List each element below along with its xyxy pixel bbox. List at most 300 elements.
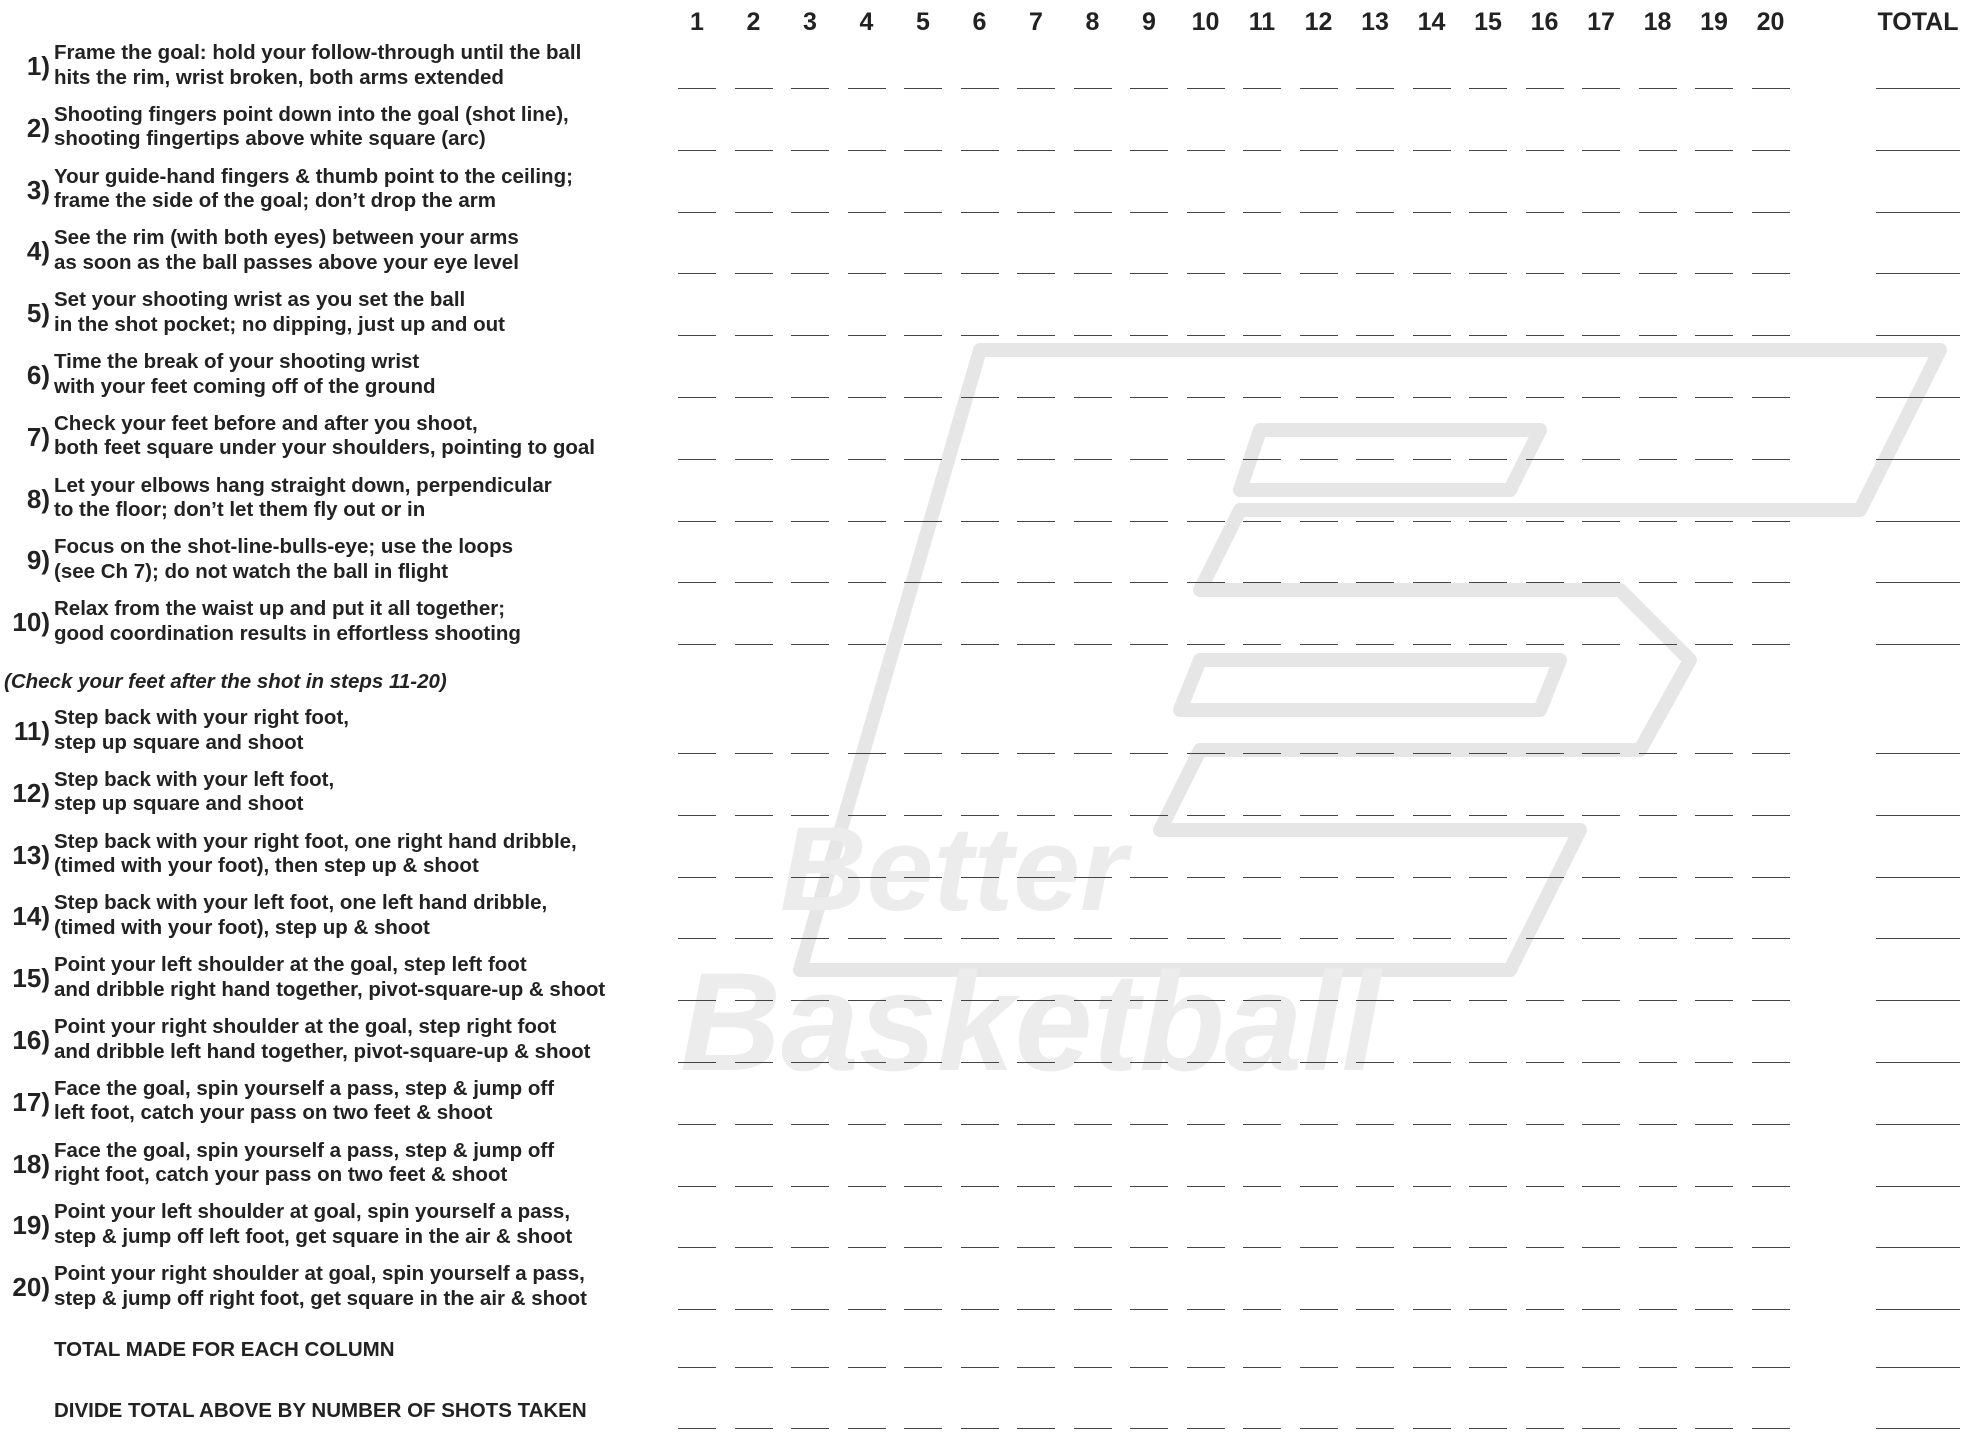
- step-5-total-blank[interactable]: [1876, 335, 1960, 336]
- step-3-blank-4[interactable]: [848, 212, 886, 213]
- step-2-blank-6[interactable]: [961, 150, 999, 151]
- step-10-blank-10[interactable]: [1187, 644, 1225, 645]
- step-15-blank-19[interactable]: [1695, 1000, 1733, 1001]
- step-2-blank-5[interactable]: [904, 150, 942, 151]
- step-1-blank-1[interactable]: [678, 88, 716, 89]
- step-15-blank-7[interactable]: [1017, 1000, 1055, 1001]
- step-12-blank-1[interactable]: [678, 815, 716, 816]
- step-6-blank-15[interactable]: [1469, 397, 1507, 398]
- total-made-blank-16[interactable]: [1526, 1367, 1564, 1368]
- step-11-blank-11[interactable]: [1243, 753, 1281, 754]
- step-14-total-blank[interactable]: [1876, 938, 1960, 939]
- step-14-blank-1[interactable]: [678, 938, 716, 939]
- divide-total-blank-5[interactable]: [904, 1428, 942, 1429]
- step-18-blank-20[interactable]: [1752, 1186, 1790, 1187]
- step-9-total-blank[interactable]: [1876, 582, 1960, 583]
- step-14-blank-10[interactable]: [1187, 938, 1225, 939]
- step-1-blank-16[interactable]: [1526, 88, 1564, 89]
- step-16-total-blank[interactable]: [1876, 1062, 1960, 1063]
- step-7-blank-8[interactable]: [1074, 459, 1112, 460]
- step-5-blank-10[interactable]: [1187, 335, 1225, 336]
- step-20-blank-7[interactable]: [1017, 1309, 1055, 1310]
- step-5-blank-17[interactable]: [1582, 335, 1620, 336]
- step-2-blank-8[interactable]: [1074, 150, 1112, 151]
- step-3-blank-15[interactable]: [1469, 212, 1507, 213]
- step-11-blank-6[interactable]: [961, 753, 999, 754]
- step-16-blank-4[interactable]: [848, 1062, 886, 1063]
- step-13-blank-10[interactable]: [1187, 877, 1225, 878]
- step-2-blank-14[interactable]: [1413, 150, 1451, 151]
- step-8-blank-7[interactable]: [1017, 521, 1055, 522]
- step-6-blank-1[interactable]: [678, 397, 716, 398]
- step-2-blank-20[interactable]: [1752, 150, 1790, 151]
- step-20-blank-18[interactable]: [1639, 1309, 1677, 1310]
- step-6-blank-4[interactable]: [848, 397, 886, 398]
- step-19-blank-14[interactable]: [1413, 1247, 1451, 1248]
- step-6-blank-9[interactable]: [1130, 397, 1168, 398]
- step-16-blank-19[interactable]: [1695, 1062, 1733, 1063]
- step-8-blank-8[interactable]: [1074, 521, 1112, 522]
- step-13-blank-15[interactable]: [1469, 877, 1507, 878]
- step-5-blank-4[interactable]: [848, 335, 886, 336]
- total-made-blank-6[interactable]: [961, 1367, 999, 1368]
- step-14-blank-13[interactable]: [1356, 938, 1394, 939]
- step-10-blank-13[interactable]: [1356, 644, 1394, 645]
- divide-total-blank-11[interactable]: [1243, 1428, 1281, 1429]
- total-made-blank-9[interactable]: [1130, 1367, 1168, 1368]
- step-2-blank-12[interactable]: [1300, 150, 1338, 151]
- step-8-blank-2[interactable]: [735, 521, 773, 522]
- step-2-blank-19[interactable]: [1695, 150, 1733, 151]
- step-18-blank-9[interactable]: [1130, 1186, 1168, 1187]
- step-8-blank-18[interactable]: [1639, 521, 1677, 522]
- step-7-blank-9[interactable]: [1130, 459, 1168, 460]
- step-19-blank-18[interactable]: [1639, 1247, 1677, 1248]
- total-made-blank-17[interactable]: [1582, 1367, 1620, 1368]
- step-8-blank-15[interactable]: [1469, 521, 1507, 522]
- step-19-blank-9[interactable]: [1130, 1247, 1168, 1248]
- step-10-blank-12[interactable]: [1300, 644, 1338, 645]
- step-13-blank-19[interactable]: [1695, 877, 1733, 878]
- step-16-blank-16[interactable]: [1526, 1062, 1564, 1063]
- step-3-blank-20[interactable]: [1752, 212, 1790, 213]
- step-1-blank-20[interactable]: [1752, 88, 1790, 89]
- step-10-blank-8[interactable]: [1074, 644, 1112, 645]
- step-9-blank-13[interactable]: [1356, 582, 1394, 583]
- step-19-blank-16[interactable]: [1526, 1247, 1564, 1248]
- step-16-blank-9[interactable]: [1130, 1062, 1168, 1063]
- step-19-blank-20[interactable]: [1752, 1247, 1790, 1248]
- step-8-blank-11[interactable]: [1243, 521, 1281, 522]
- step-10-blank-1[interactable]: [678, 644, 716, 645]
- step-8-total-blank[interactable]: [1876, 521, 1960, 522]
- step-12-blank-6[interactable]: [961, 815, 999, 816]
- step-4-blank-12[interactable]: [1300, 273, 1338, 274]
- step-10-blank-11[interactable]: [1243, 644, 1281, 645]
- step-17-blank-16[interactable]: [1526, 1124, 1564, 1125]
- step-8-blank-12[interactable]: [1300, 521, 1338, 522]
- step-11-blank-10[interactable]: [1187, 753, 1225, 754]
- step-18-blank-13[interactable]: [1356, 1186, 1394, 1187]
- step-5-blank-6[interactable]: [961, 335, 999, 336]
- total-made-blank-20[interactable]: [1752, 1367, 1790, 1368]
- divide-total-blank-13[interactable]: [1356, 1428, 1394, 1429]
- step-6-blank-7[interactable]: [1017, 397, 1055, 398]
- step-9-blank-9[interactable]: [1130, 582, 1168, 583]
- step-20-blank-3[interactable]: [791, 1309, 829, 1310]
- total-made-blank-7[interactable]: [1017, 1367, 1055, 1368]
- divide-total-blank-12[interactable]: [1300, 1428, 1338, 1429]
- step-8-blank-3[interactable]: [791, 521, 829, 522]
- step-1-blank-8[interactable]: [1074, 88, 1112, 89]
- step-6-blank-12[interactable]: [1300, 397, 1338, 398]
- step-8-blank-4[interactable]: [848, 521, 886, 522]
- step-14-blank-3[interactable]: [791, 938, 829, 939]
- step-19-blank-10[interactable]: [1187, 1247, 1225, 1248]
- step-15-blank-13[interactable]: [1356, 1000, 1394, 1001]
- step-12-blank-9[interactable]: [1130, 815, 1168, 816]
- step-13-blank-12[interactable]: [1300, 877, 1338, 878]
- step-18-blank-6[interactable]: [961, 1186, 999, 1187]
- step-9-blank-5[interactable]: [904, 582, 942, 583]
- step-15-blank-10[interactable]: [1187, 1000, 1225, 1001]
- step-5-blank-1[interactable]: [678, 335, 716, 336]
- step-1-blank-18[interactable]: [1639, 88, 1677, 89]
- step-17-blank-17[interactable]: [1582, 1124, 1620, 1125]
- step-9-blank-4[interactable]: [848, 582, 886, 583]
- step-8-blank-14[interactable]: [1413, 521, 1451, 522]
- step-13-blank-2[interactable]: [735, 877, 773, 878]
- step-20-blank-9[interactable]: [1130, 1309, 1168, 1310]
- step-5-blank-14[interactable]: [1413, 335, 1451, 336]
- step-14-blank-17[interactable]: [1582, 938, 1620, 939]
- step-13-blank-11[interactable]: [1243, 877, 1281, 878]
- step-19-blank-7[interactable]: [1017, 1247, 1055, 1248]
- step-3-total-blank[interactable]: [1876, 212, 1960, 213]
- step-9-blank-17[interactable]: [1582, 582, 1620, 583]
- total-made-blank-13[interactable]: [1356, 1367, 1394, 1368]
- step-3-blank-3[interactable]: [791, 212, 829, 213]
- total-made-blank-10[interactable]: [1187, 1367, 1225, 1368]
- step-1-blank-9[interactable]: [1130, 88, 1168, 89]
- step-11-blank-7[interactable]: [1017, 753, 1055, 754]
- step-13-blank-7[interactable]: [1017, 877, 1055, 878]
- step-6-blank-11[interactable]: [1243, 397, 1281, 398]
- step-1-blank-14[interactable]: [1413, 88, 1451, 89]
- step-7-blank-4[interactable]: [848, 459, 886, 460]
- step-1-blank-19[interactable]: [1695, 88, 1733, 89]
- step-18-blank-3[interactable]: [791, 1186, 829, 1187]
- total-made-blank-2[interactable]: [735, 1367, 773, 1368]
- step-5-blank-8[interactable]: [1074, 335, 1112, 336]
- step-13-blank-3[interactable]: [791, 877, 829, 878]
- step-16-blank-1[interactable]: [678, 1062, 716, 1063]
- total-made-blank-3[interactable]: [791, 1367, 829, 1368]
- step-16-blank-2[interactable]: [735, 1062, 773, 1063]
- step-13-blank-4[interactable]: [848, 877, 886, 878]
- step-17-blank-10[interactable]: [1187, 1124, 1225, 1125]
- step-18-blank-5[interactable]: [904, 1186, 942, 1187]
- step-20-blank-8[interactable]: [1074, 1309, 1112, 1310]
- step-15-blank-2[interactable]: [735, 1000, 773, 1001]
- step-16-blank-10[interactable]: [1187, 1062, 1225, 1063]
- step-3-blank-16[interactable]: [1526, 212, 1564, 213]
- step-12-blank-13[interactable]: [1356, 815, 1394, 816]
- step-15-blank-18[interactable]: [1639, 1000, 1677, 1001]
- step-16-blank-8[interactable]: [1074, 1062, 1112, 1063]
- step-17-blank-18[interactable]: [1639, 1124, 1677, 1125]
- step-6-blank-17[interactable]: [1582, 397, 1620, 398]
- step-7-blank-11[interactable]: [1243, 459, 1281, 460]
- step-13-blank-1[interactable]: [678, 877, 716, 878]
- step-16-blank-14[interactable]: [1413, 1062, 1451, 1063]
- total-made-blank-12[interactable]: [1300, 1367, 1338, 1368]
- total-made-blank-14[interactable]: [1413, 1367, 1451, 1368]
- step-14-blank-16[interactable]: [1526, 938, 1564, 939]
- step-15-blank-1[interactable]: [678, 1000, 716, 1001]
- step-13-blank-17[interactable]: [1582, 877, 1620, 878]
- step-8-blank-17[interactable]: [1582, 521, 1620, 522]
- step-6-blank-2[interactable]: [735, 397, 773, 398]
- divide-total-blank-20[interactable]: [1752, 1428, 1790, 1429]
- step-7-blank-5[interactable]: [904, 459, 942, 460]
- step-1-blank-11[interactable]: [1243, 88, 1281, 89]
- step-13-blank-14[interactable]: [1413, 877, 1451, 878]
- step-20-blank-20[interactable]: [1752, 1309, 1790, 1310]
- step-12-blank-5[interactable]: [904, 815, 942, 816]
- step-10-blank-2[interactable]: [735, 644, 773, 645]
- step-8-blank-10[interactable]: [1187, 521, 1225, 522]
- step-11-blank-14[interactable]: [1413, 753, 1451, 754]
- step-10-blank-17[interactable]: [1582, 644, 1620, 645]
- step-3-blank-11[interactable]: [1243, 212, 1281, 213]
- divide-total-blank-2[interactable]: [735, 1428, 773, 1429]
- step-2-blank-15[interactable]: [1469, 150, 1507, 151]
- step-5-blank-13[interactable]: [1356, 335, 1394, 336]
- step-4-blank-16[interactable]: [1526, 273, 1564, 274]
- step-9-blank-16[interactable]: [1526, 582, 1564, 583]
- step-11-blank-20[interactable]: [1752, 753, 1790, 754]
- step-10-blank-5[interactable]: [904, 644, 942, 645]
- step-20-blank-16[interactable]: [1526, 1309, 1564, 1310]
- step-11-blank-1[interactable]: [678, 753, 716, 754]
- step-18-blank-18[interactable]: [1639, 1186, 1677, 1187]
- step-6-total-blank[interactable]: [1876, 397, 1960, 398]
- step-20-blank-14[interactable]: [1413, 1309, 1451, 1310]
- step-13-blank-13[interactable]: [1356, 877, 1394, 878]
- step-19-blank-11[interactable]: [1243, 1247, 1281, 1248]
- step-10-blank-3[interactable]: [791, 644, 829, 645]
- step-11-blank-12[interactable]: [1300, 753, 1338, 754]
- step-12-blank-2[interactable]: [735, 815, 773, 816]
- step-8-blank-16[interactable]: [1526, 521, 1564, 522]
- step-14-blank-11[interactable]: [1243, 938, 1281, 939]
- step-20-blank-2[interactable]: [735, 1309, 773, 1310]
- step-19-blank-8[interactable]: [1074, 1247, 1112, 1248]
- step-3-blank-6[interactable]: [961, 212, 999, 213]
- step-2-blank-4[interactable]: [848, 150, 886, 151]
- step-13-blank-5[interactable]: [904, 877, 942, 878]
- step-1-blank-4[interactable]: [848, 88, 886, 89]
- step-12-blank-14[interactable]: [1413, 815, 1451, 816]
- step-9-blank-20[interactable]: [1752, 582, 1790, 583]
- step-19-blank-12[interactable]: [1300, 1247, 1338, 1248]
- step-16-blank-5[interactable]: [904, 1062, 942, 1063]
- step-19-blank-2[interactable]: [735, 1247, 773, 1248]
- step-14-blank-14[interactable]: [1413, 938, 1451, 939]
- step-2-blank-9[interactable]: [1130, 150, 1168, 151]
- step-6-blank-13[interactable]: [1356, 397, 1394, 398]
- step-10-blank-6[interactable]: [961, 644, 999, 645]
- step-2-total-blank[interactable]: [1876, 150, 1960, 151]
- step-16-blank-12[interactable]: [1300, 1062, 1338, 1063]
- step-17-blank-12[interactable]: [1300, 1124, 1338, 1125]
- step-20-blank-12[interactable]: [1300, 1309, 1338, 1310]
- step-17-blank-15[interactable]: [1469, 1124, 1507, 1125]
- step-17-blank-13[interactable]: [1356, 1124, 1394, 1125]
- step-11-blank-8[interactable]: [1074, 753, 1112, 754]
- step-1-blank-10[interactable]: [1187, 88, 1225, 89]
- step-9-blank-18[interactable]: [1639, 582, 1677, 583]
- step-14-blank-15[interactable]: [1469, 938, 1507, 939]
- step-17-blank-11[interactable]: [1243, 1124, 1281, 1125]
- step-5-blank-5[interactable]: [904, 335, 942, 336]
- step-16-blank-17[interactable]: [1582, 1062, 1620, 1063]
- step-15-blank-4[interactable]: [848, 1000, 886, 1001]
- step-13-blank-20[interactable]: [1752, 877, 1790, 878]
- step-15-blank-14[interactable]: [1413, 1000, 1451, 1001]
- step-15-blank-12[interactable]: [1300, 1000, 1338, 1001]
- step-16-blank-11[interactable]: [1243, 1062, 1281, 1063]
- step-3-blank-17[interactable]: [1582, 212, 1620, 213]
- step-9-blank-14[interactable]: [1413, 582, 1451, 583]
- step-18-blank-1[interactable]: [678, 1186, 716, 1187]
- step-6-blank-3[interactable]: [791, 397, 829, 398]
- step-11-blank-3[interactable]: [791, 753, 829, 754]
- step-3-blank-7[interactable]: [1017, 212, 1055, 213]
- step-1-blank-7[interactable]: [1017, 88, 1055, 89]
- step-6-blank-19[interactable]: [1695, 397, 1733, 398]
- step-15-blank-11[interactable]: [1243, 1000, 1281, 1001]
- step-18-blank-4[interactable]: [848, 1186, 886, 1187]
- step-10-blank-4[interactable]: [848, 644, 886, 645]
- step-19-blank-3[interactable]: [791, 1247, 829, 1248]
- step-20-blank-6[interactable]: [961, 1309, 999, 1310]
- step-1-blank-13[interactable]: [1356, 88, 1394, 89]
- step-17-blank-2[interactable]: [735, 1124, 773, 1125]
- step-2-blank-17[interactable]: [1582, 150, 1620, 151]
- step-7-blank-1[interactable]: [678, 459, 716, 460]
- step-5-blank-19[interactable]: [1695, 335, 1733, 336]
- step-3-blank-19[interactable]: [1695, 212, 1733, 213]
- step-7-blank-6[interactable]: [961, 459, 999, 460]
- step-19-blank-6[interactable]: [961, 1247, 999, 1248]
- step-4-total-blank[interactable]: [1876, 273, 1960, 274]
- step-10-blank-14[interactable]: [1413, 644, 1451, 645]
- step-2-blank-16[interactable]: [1526, 150, 1564, 151]
- step-2-blank-1[interactable]: [678, 150, 716, 151]
- step-3-blank-13[interactable]: [1356, 212, 1394, 213]
- step-20-blank-19[interactable]: [1695, 1309, 1733, 1310]
- step-1-blank-17[interactable]: [1582, 88, 1620, 89]
- step-1-blank-3[interactable]: [791, 88, 829, 89]
- step-1-total-blank[interactable]: [1876, 88, 1960, 89]
- step-11-blank-5[interactable]: [904, 753, 942, 754]
- step-7-blank-12[interactable]: [1300, 459, 1338, 460]
- step-10-blank-16[interactable]: [1526, 644, 1564, 645]
- step-13-blank-6[interactable]: [961, 877, 999, 878]
- step-5-blank-18[interactable]: [1639, 335, 1677, 336]
- step-18-blank-7[interactable]: [1017, 1186, 1055, 1187]
- step-7-blank-13[interactable]: [1356, 459, 1394, 460]
- step-6-blank-8[interactable]: [1074, 397, 1112, 398]
- step-17-blank-20[interactable]: [1752, 1124, 1790, 1125]
- step-2-blank-7[interactable]: [1017, 150, 1055, 151]
- step-4-blank-4[interactable]: [848, 273, 886, 274]
- step-20-blank-13[interactable]: [1356, 1309, 1394, 1310]
- step-6-blank-10[interactable]: [1187, 397, 1225, 398]
- divide-total-blank-6[interactable]: [961, 1428, 999, 1429]
- step-20-blank-17[interactable]: [1582, 1309, 1620, 1310]
- step-17-blank-6[interactable]: [961, 1124, 999, 1125]
- step-17-blank-14[interactable]: [1413, 1124, 1451, 1125]
- step-4-blank-14[interactable]: [1413, 273, 1451, 274]
- step-18-blank-10[interactable]: [1187, 1186, 1225, 1187]
- step-20-blank-1[interactable]: [678, 1309, 716, 1310]
- step-6-blank-6[interactable]: [961, 397, 999, 398]
- step-13-blank-16[interactable]: [1526, 877, 1564, 878]
- divide-total-blank-7[interactable]: [1017, 1428, 1055, 1429]
- step-19-blank-15[interactable]: [1469, 1247, 1507, 1248]
- step-8-blank-9[interactable]: [1130, 521, 1168, 522]
- step-7-blank-19[interactable]: [1695, 459, 1733, 460]
- step-12-total-blank[interactable]: [1876, 815, 1960, 816]
- step-3-blank-10[interactable]: [1187, 212, 1225, 213]
- step-2-blank-2[interactable]: [735, 150, 773, 151]
- step-15-blank-15[interactable]: [1469, 1000, 1507, 1001]
- step-11-blank-15[interactable]: [1469, 753, 1507, 754]
- step-14-blank-5[interactable]: [904, 938, 942, 939]
- total-made-blank-8[interactable]: [1074, 1367, 1112, 1368]
- step-18-blank-8[interactable]: [1074, 1186, 1112, 1187]
- divide-total-blank-19[interactable]: [1695, 1428, 1733, 1429]
- step-9-blank-12[interactable]: [1300, 582, 1338, 583]
- step-13-blank-9[interactable]: [1130, 877, 1168, 878]
- step-14-blank-19[interactable]: [1695, 938, 1733, 939]
- step-11-blank-17[interactable]: [1582, 753, 1620, 754]
- divide-total-blank-8[interactable]: [1074, 1428, 1112, 1429]
- step-8-blank-20[interactable]: [1752, 521, 1790, 522]
- step-1-blank-5[interactable]: [904, 88, 942, 89]
- step-19-blank-19[interactable]: [1695, 1247, 1733, 1248]
- step-5-blank-3[interactable]: [791, 335, 829, 336]
- step-3-blank-1[interactable]: [678, 212, 716, 213]
- step-8-blank-6[interactable]: [961, 521, 999, 522]
- step-12-blank-16[interactable]: [1526, 815, 1564, 816]
- step-10-blank-9[interactable]: [1130, 644, 1168, 645]
- step-20-blank-15[interactable]: [1469, 1309, 1507, 1310]
- step-12-blank-17[interactable]: [1582, 815, 1620, 816]
- step-5-blank-12[interactable]: [1300, 335, 1338, 336]
- step-1-blank-2[interactable]: [735, 88, 773, 89]
- step-12-blank-19[interactable]: [1695, 815, 1733, 816]
- divide-total-blank-9[interactable]: [1130, 1428, 1168, 1429]
- step-18-blank-12[interactable]: [1300, 1186, 1338, 1187]
- step-5-blank-7[interactable]: [1017, 335, 1055, 336]
- step-12-blank-12[interactable]: [1300, 815, 1338, 816]
- divide-total-blank-18[interactable]: [1639, 1428, 1677, 1429]
- step-14-blank-18[interactable]: [1639, 938, 1677, 939]
